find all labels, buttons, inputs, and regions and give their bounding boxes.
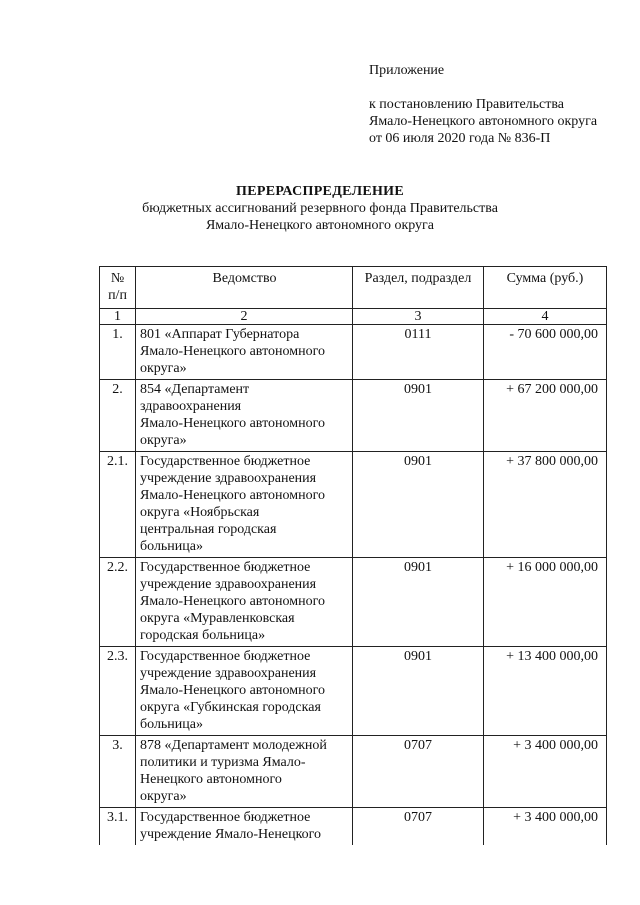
title-heading: ПЕРЕРАСПРЕДЕЛЕНИЕ — [236, 184, 404, 199]
row-amount: + 13 400 000,00 — [484, 647, 607, 736]
table-row — [100, 380, 607, 452]
department-line: Ненецкого автономного — [140, 772, 282, 787]
department-line: округа» — [140, 433, 187, 448]
department-line: 854 «Департамент — [140, 382, 250, 397]
department-line: больница» — [140, 539, 203, 554]
document-title — [0, 183, 640, 234]
row-amount: + 67 200 000,00 — [484, 380, 607, 452]
annex-label: Приложение — [369, 63, 445, 78]
department-line: больница» — [140, 717, 203, 732]
department-line: Государственное бюджетное — [140, 810, 311, 825]
department-line: городская больница» — [140, 628, 266, 643]
row-department — [136, 808, 353, 846]
row-number: 2.3. — [100, 647, 136, 736]
department-line: Государственное бюджетное — [140, 649, 311, 664]
reallocation-table — [99, 266, 607, 845]
title-subtitle-1: бюджетных ассигнований резервного фонда Правительства — [142, 201, 498, 216]
department-line: Ямало-Ненецкого автономного — [140, 488, 325, 503]
department-line: Ямало-Ненецкого автономного — [140, 594, 325, 609]
row-number: 1. — [100, 325, 136, 380]
row-number: 2. — [100, 380, 136, 452]
row-section-code: 0111 — [353, 325, 484, 380]
row-section-code: 0901 — [353, 452, 484, 558]
header-number: № п/п — [100, 267, 136, 309]
row-section-code: 0901 — [353, 558, 484, 647]
department-line: Ямало-Ненецкого автономного — [140, 416, 325, 431]
table-row — [100, 325, 607, 380]
header-department: Ведомство — [136, 267, 353, 309]
row-section-code: 0901 — [353, 647, 484, 736]
index-cell: 1 — [100, 309, 136, 325]
row-department — [136, 558, 353, 647]
row-number: 3.1. — [100, 808, 136, 846]
department-line: округа» — [140, 361, 187, 376]
department-line: округа «Ноябрьская — [140, 505, 260, 520]
row-department — [136, 736, 353, 808]
row-department — [136, 380, 353, 452]
department-line: Ямало-Ненецкого автономного — [140, 344, 325, 359]
department-line: округа» — [140, 789, 187, 804]
index-cell: 4 — [484, 309, 607, 325]
department-line: Государственное бюджетное — [140, 560, 311, 575]
index-cell: 3 — [353, 309, 484, 325]
annex-decree-line: к постановлению Правительства — [369, 97, 565, 112]
row-number: 3. — [100, 736, 136, 808]
header-amount: Сумма (руб.) — [484, 267, 607, 309]
department-line: учреждение здравоохранения — [140, 666, 317, 681]
table-row — [100, 558, 607, 647]
table-row — [100, 808, 607, 846]
table-row — [100, 647, 607, 736]
department-line: учреждение Ямало-Ненецкого — [140, 827, 322, 842]
row-amount: + 3 400 000,00 — [484, 736, 607, 808]
row-section-code: 0707 — [353, 808, 484, 846]
row-section-code: 0707 — [353, 736, 484, 808]
table-row — [100, 736, 607, 808]
row-amount: + 16 000 000,00 — [484, 558, 607, 647]
table-header-row — [100, 267, 607, 309]
department-line: центральная городская — [140, 522, 277, 537]
row-number: 2.2. — [100, 558, 136, 647]
index-cell: 2 — [136, 309, 353, 325]
department-line: учреждение здравоохранения — [140, 577, 317, 592]
row-amount: - 70 600 000,00 — [484, 325, 607, 380]
row-department — [136, 325, 353, 380]
department-line: здравоохранения — [140, 399, 242, 414]
table-index-row — [100, 309, 607, 325]
title-subtitle-2: Ямало-Ненецкого автономного округа — [205, 218, 435, 233]
department-line: округа «Губкинская городская — [140, 700, 321, 715]
table-row — [100, 452, 607, 558]
row-number: 2.1. — [100, 452, 136, 558]
row-amount: + 3 400 000,00 — [484, 808, 607, 846]
annex-region-line: Ямало-Ненецкого автономного округа — [369, 114, 598, 129]
department-line: 878 «Департамент молодежной — [140, 738, 327, 753]
department-line: Государственное бюджетное — [140, 454, 311, 469]
header-section: Раздел, подраздел — [353, 267, 484, 309]
department-line: Ямало-Ненецкого автономного — [140, 683, 325, 698]
row-department — [136, 452, 353, 558]
department-line: политики и туризма Ямало- — [140, 755, 306, 770]
department-line: округа «Муравленковская — [140, 611, 295, 626]
row-department — [136, 647, 353, 736]
department-line: учреждение здравоохранения — [140, 471, 317, 486]
department-line: 801 «Аппарат Губернатора — [140, 327, 300, 342]
annex-date-line: от 06 июля 2020 года № 836-П — [369, 131, 551, 146]
row-section-code: 0901 — [353, 380, 484, 452]
annex-block — [369, 62, 597, 147]
row-amount: + 37 800 000,00 — [484, 452, 607, 558]
